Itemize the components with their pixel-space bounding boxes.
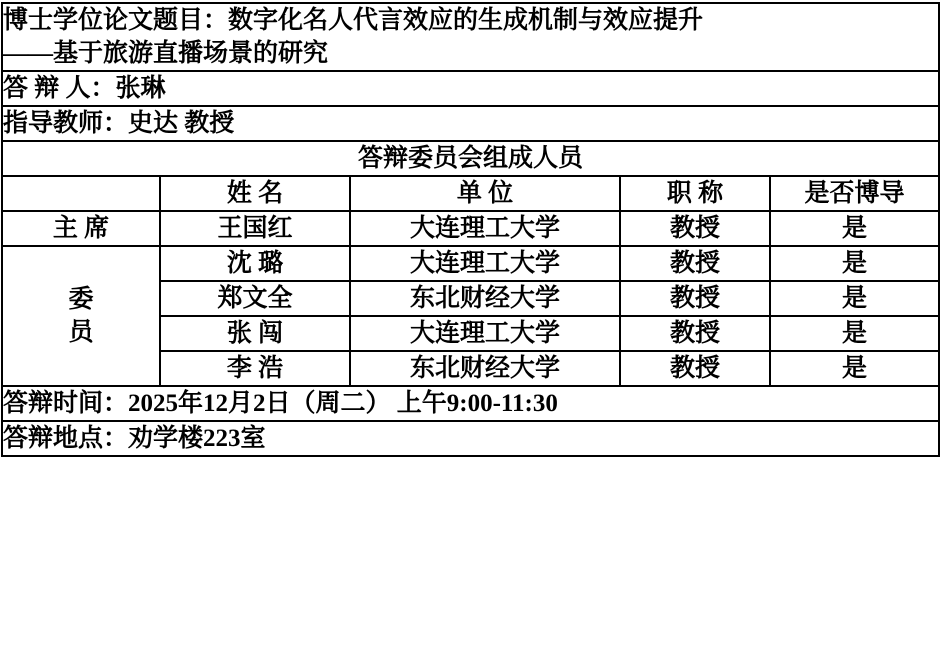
- defense-time-cell: 答辩时间：2025年12月2日（周二） 上午9:00-11:30: [2, 386, 939, 421]
- table-row: [2, 246, 939, 281]
- row-unit: 大连理工大学: [350, 211, 620, 246]
- dissertation-title-line2: ——基于旅游直播场景的研究: [3, 40, 329, 67]
- row-title: 教授: [620, 246, 770, 281]
- row-role-chair: 主 席: [2, 211, 160, 246]
- row-phd-advisor: 是: [770, 211, 939, 246]
- row-name: 李 浩: [160, 351, 350, 386]
- column-header-unit: 单 位: [350, 176, 620, 211]
- row-name: 张 闯: [160, 316, 350, 351]
- table-row: [2, 211, 939, 246]
- column-header-role: [2, 176, 160, 211]
- row-phd-advisor: 是: [770, 281, 939, 316]
- column-header-title: 职 称: [620, 176, 770, 211]
- row-unit: 东北财经大学: [350, 281, 620, 316]
- row-unit: 大连理工大学: [350, 246, 620, 281]
- table-row-defense-place: [2, 421, 939, 456]
- table-row-advisor: [2, 106, 939, 141]
- row-name: 沈 璐: [160, 246, 350, 281]
- table-row-committee-heading: [2, 141, 939, 176]
- member-role-char-1: 委: [68, 286, 94, 313]
- table-row-defendant: [2, 71, 939, 106]
- column-header-name: 姓 名: [160, 176, 350, 211]
- row-title: 教授: [620, 211, 770, 246]
- column-header-phd-advisor: 是否博导: [770, 176, 939, 211]
- member-role-char-2: 员: [68, 319, 94, 346]
- row-title: 教授: [620, 351, 770, 386]
- row-title: 教授: [620, 316, 770, 351]
- row-name: 王国红: [160, 211, 350, 246]
- row-phd-advisor: 是: [770, 351, 939, 386]
- row-role-members: [2, 246, 160, 386]
- row-unit: 东北财经大学: [350, 351, 620, 386]
- table-row-title: [2, 3, 939, 71]
- table-row-defense-time: [2, 386, 939, 421]
- row-phd-advisor: 是: [770, 246, 939, 281]
- row-phd-advisor: 是: [770, 316, 939, 351]
- committee-heading-cell: 答辩委员会组成人员: [2, 141, 939, 176]
- dissertation-title-line1: 博士学位论文题目：数字化名人代言效应的生成机制与效应提升: [3, 7, 704, 34]
- row-title: 教授: [620, 281, 770, 316]
- defendant-cell: 答 辩 人：张琳: [2, 71, 939, 106]
- defense-info-table: [1, 2, 940, 457]
- dissertation-title-cell: [2, 3, 939, 71]
- defense-announcement-sheet: [0, 2, 941, 650]
- advisor-cell: 指导教师：史达 教授: [2, 106, 939, 141]
- defense-place-cell: 答辩地点：劝学楼223室: [2, 421, 939, 456]
- row-name: 郑文全: [160, 281, 350, 316]
- table-row-header: [2, 176, 939, 211]
- row-unit: 大连理工大学: [350, 316, 620, 351]
